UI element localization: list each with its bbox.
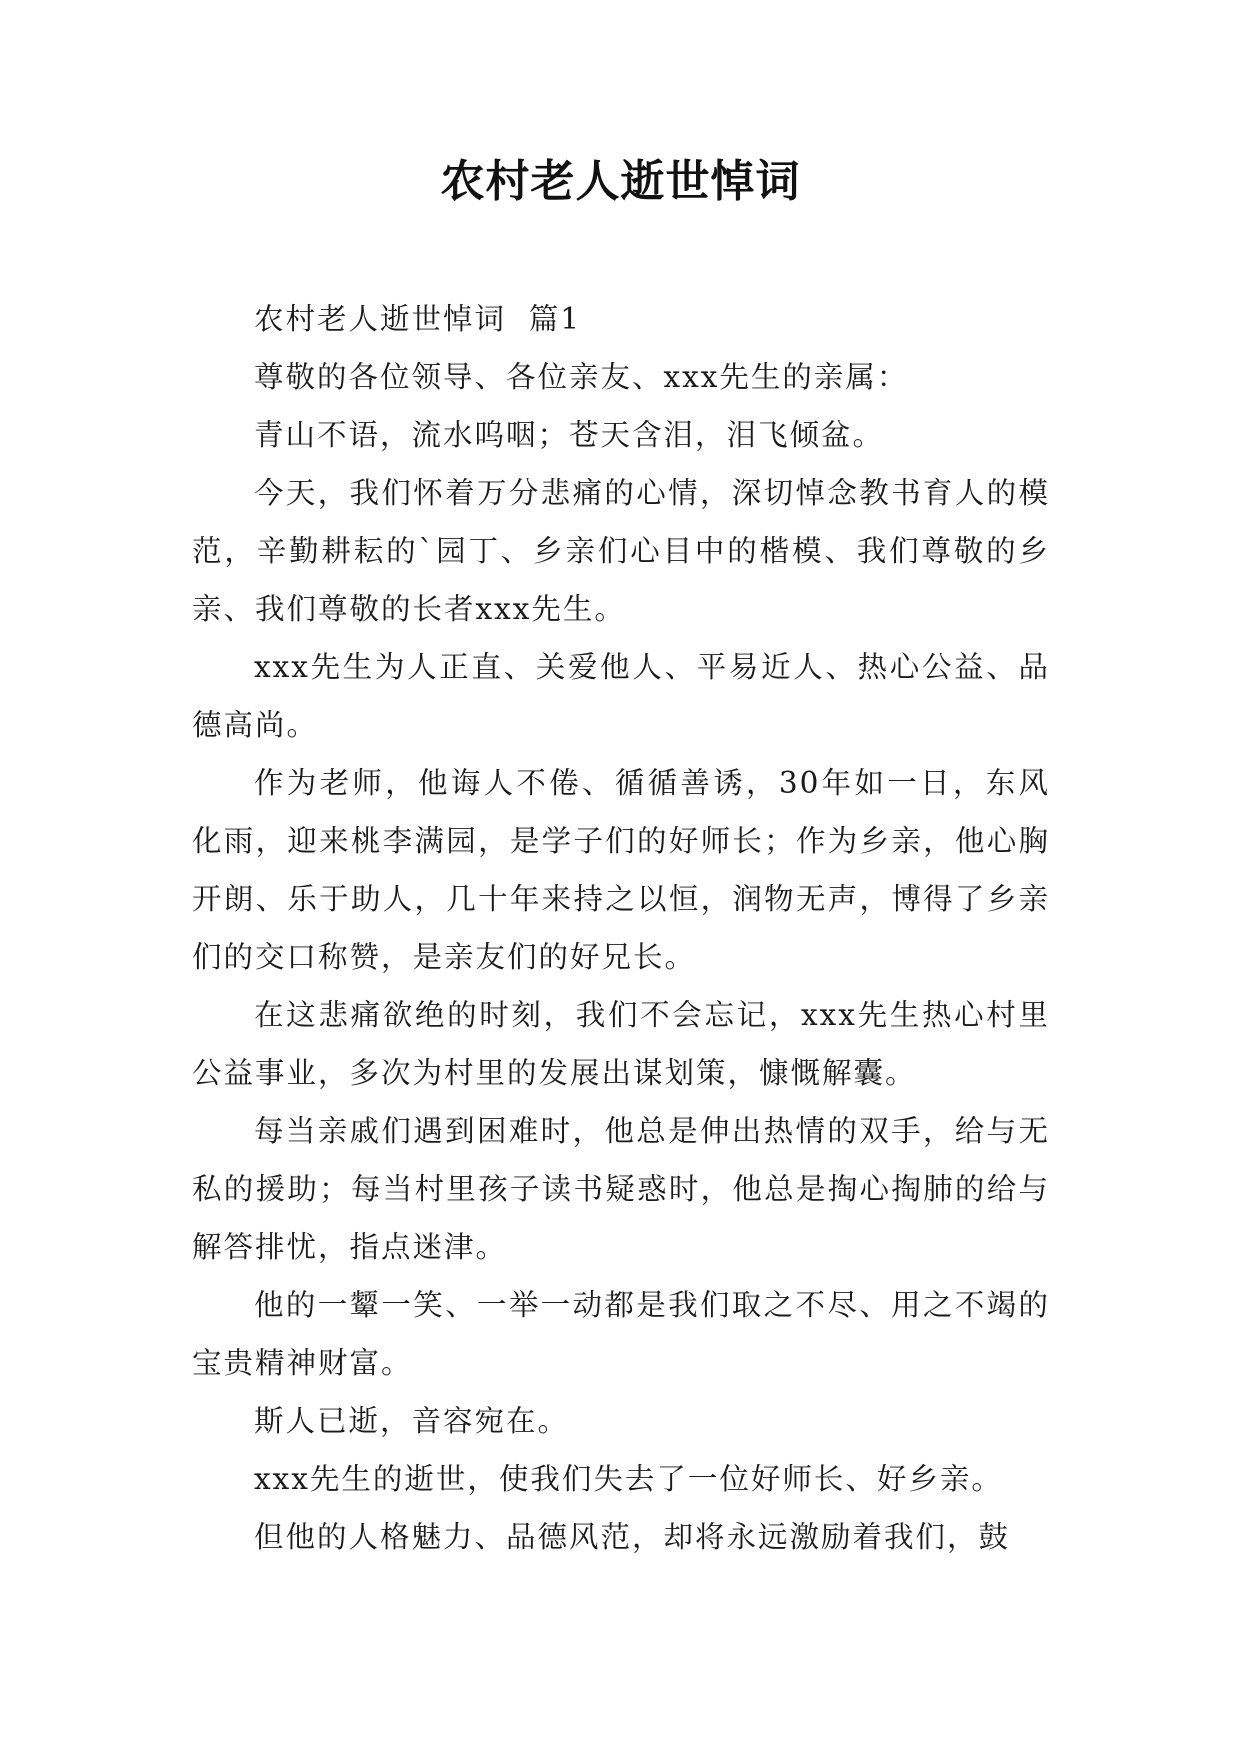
body-paragraph: xxx先生为人正直、关爱他人、平易近人、热心公益、品德高尚。 bbox=[192, 650, 1050, 742]
body-paragraph: 每当亲戚们遇到困难时，他总是伸出热情的双手，给与无私的援助；每当村里孩子读书疑惑时，他总是掏心掏肺的给与解答排忧，指点迷津。 bbox=[192, 1114, 1050, 1264]
body-paragraph: xxx先生的逝世，使我们失去了一位好师长、好乡亲。 bbox=[254, 1462, 1003, 1496]
salutation-paragraph: 尊敬的各位领导、各位亲友、xxx先生的亲属： bbox=[254, 360, 909, 394]
body-paragraph: 他的一颦一笑、一举一动都是我们取之不尽、用之不竭的宝贵精神财富。 bbox=[192, 1288, 1050, 1380]
body-paragraph: 作为老师，他诲人不倦、循循善诱，30年如一日，东风化雨，迎来桃李满园，是学子们的好师长；作为乡亲，他心胸开朗、乐于助人，几十年来持之以恒，润物无声，博得了乡亲们的交口称赞，是亲友们的好兄长。 bbox=[192, 766, 1050, 974]
section-heading: 农村老人逝世悼词 篇1 bbox=[254, 302, 582, 336]
body-paragraph: 青山不语，流水呜咽；苍天含泪，泪飞倾盆。 bbox=[254, 418, 885, 452]
document-body bbox=[192, 290, 1050, 1566]
body-paragraph: 在这悲痛欲绝的时刻，我们不会忘记，xxx先生热心村里公益事业，多次为村里的发展出谋划策，慷慨解囊。 bbox=[192, 998, 1050, 1090]
body-paragraph: 斯人已逝，音容宛在。 bbox=[254, 1404, 570, 1438]
body-paragraph: 今天，我们怀着万分悲痛的心情，深切悼念教书育人的模范，辛勤耕耘的`园丁、乡亲们心目中的楷模、我们尊敬的乡亲、我们尊敬的长者xxx先生。 bbox=[192, 476, 1050, 626]
body-paragraph: 但他的人格魅力、品德风范，却将永远激励着我们，鼓 bbox=[254, 1520, 1011, 1554]
document-title: 农村老人逝世悼词 bbox=[440, 156, 801, 207]
